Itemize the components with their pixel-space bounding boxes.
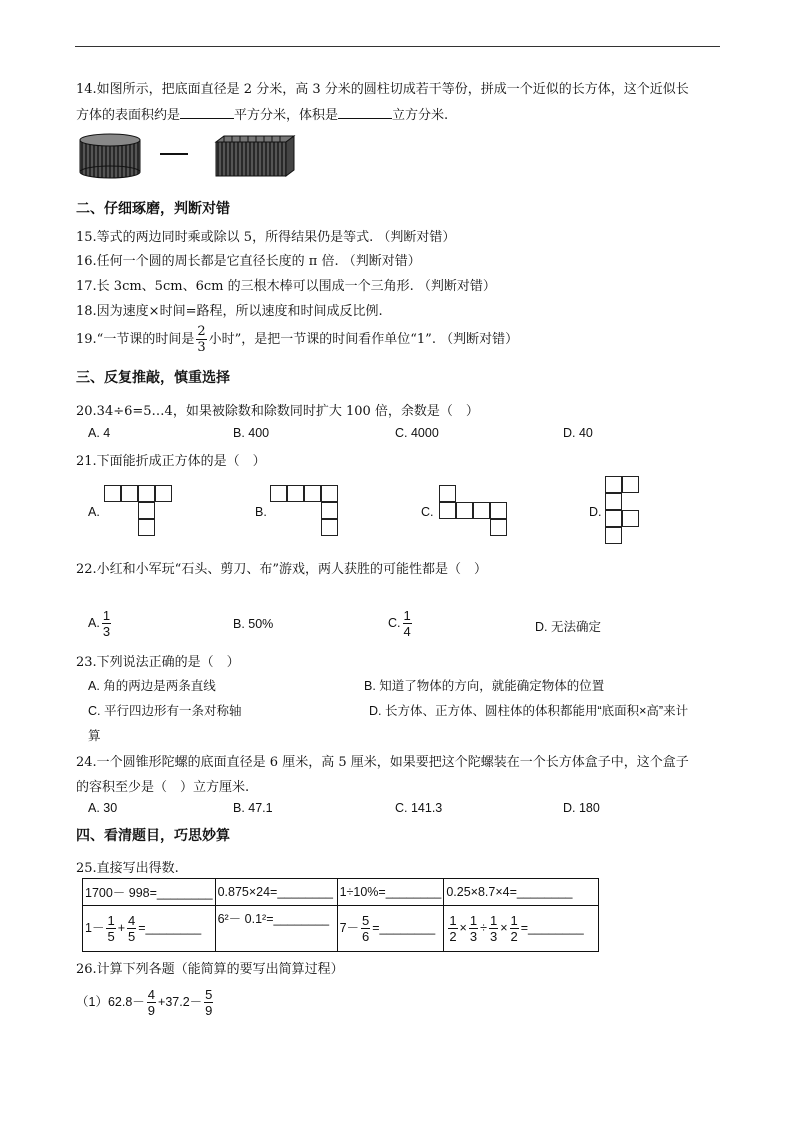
table-cell[interactable]: 1÷10%=________ (337, 879, 444, 906)
q17: 17.长 3cm、5cm、6cm 的三根木棒可以围成一个三角形. （判断对错） (76, 279, 496, 294)
fraction: $\frac{1}{4}$ (403, 608, 411, 639)
table-cell[interactable]: 0.25×8.7×4=________ (444, 879, 599, 906)
q26-item1: （1）62.8－ $\frac{4}{9}$ +37.2－ $\frac{5}{9}$ (76, 987, 213, 1018)
q20-option-b[interactable]: B. 400 (233, 426, 270, 440)
q23-option-a[interactable]: A. 角的两边是两条直线 (88, 679, 216, 693)
q24-option-b[interactable]: B. 47.1 (233, 801, 273, 815)
q24-line2: 的容积至少是（ ）立方厘米. (76, 780, 250, 795)
q23-option-c[interactable]: C. 平行四边形有一条对称轴 (88, 704, 242, 718)
q24-option-a[interactable]: A. 30 (88, 801, 118, 815)
q25-stem: 25.直接写出得数. (76, 861, 179, 876)
q24-option-d[interactable]: D. 180 (563, 801, 600, 815)
q21-option-d[interactable]: D. (589, 505, 602, 519)
table-cell[interactable]: 0.875×24=________ (215, 879, 337, 906)
fraction: $\frac{2}{3}$ (197, 324, 206, 355)
q21-option-a[interactable]: A. (88, 505, 100, 519)
table-cell[interactable]: 7－ $\frac{5}{6}$ =________ (337, 906, 444, 952)
q19: 19.“一节课的时间是 $\frac{2}{3}$ 小时”，是把一节课的时间看作单位“1”. （判断对错） (76, 324, 519, 355)
q20-option-c[interactable]: C. 4000 (395, 426, 439, 440)
q14-line1: 14.如图所示，把底面直径是 2 分米，高 3 分米的圆柱切成若干等份，拼成一个近似的长方体，这个近似长 (76, 82, 689, 97)
q23-stem: 23.下列说法正确的是（ ） (76, 655, 240, 670)
q21-option-b[interactable]: B. (255, 505, 267, 519)
table-cell[interactable]: $\frac{1}{2}$ × $\frac{1}{3}$ ÷ $\frac{1}{3}$ × $\frac{1}{2}$ =________ (444, 906, 599, 952)
q23-option-d-cont: 算 (88, 729, 101, 743)
section-title: 三、反复推敲，慎重选择 (76, 370, 230, 386)
q20-option-d[interactable]: D. 40 (563, 426, 593, 440)
table-row (83, 906, 599, 952)
q14-line2: 方体的表面积约是 平方分米，体积是 立方分米. (76, 108, 449, 123)
answer-blank[interactable] (180, 106, 234, 119)
section-title: 四、看清题目，巧思妙算 (76, 828, 230, 844)
q23-option-b[interactable]: B. 知道了物体的方向，就能确定物体的位置 (364, 679, 605, 693)
q25-calc-table (82, 878, 599, 952)
table-cell[interactable]: 6²－ 0.1²=________ (215, 906, 337, 952)
q22-stem: 22.小红和小军玩“石头、剪刀、布”游戏，两人获胜的可能性都是（ ） (76, 562, 487, 577)
q20-option-a[interactable]: A. 4 (88, 426, 111, 440)
q18: 18.因为速度×时间=路程，所以速度和时间成反比例. (76, 304, 383, 319)
table-cell[interactable]: 1700－ 998=________ (83, 879, 216, 906)
table-row (83, 879, 599, 906)
fraction: $\frac{1}{3}$ (102, 608, 111, 639)
q26-stem: 26.计算下列各题（能简算的要写出简算过程） (76, 962, 344, 977)
table-cell[interactable]: 1－ $\frac{1}{5}$ + $\frac{4}{5}$ =________ (83, 906, 216, 952)
q21-option-c[interactable]: C. (421, 505, 434, 519)
cylinder-to-cuboid-figure (76, 132, 306, 182)
q24-option-c[interactable]: C. 141.3 (395, 801, 443, 815)
cylinder-icon (80, 134, 140, 178)
q22-option-a[interactable]: A. $\frac{1}{3}$ (88, 608, 111, 639)
header-rule (75, 46, 720, 47)
section-title: 二、仔细琢磨，判断对错 (76, 201, 230, 217)
answer-blank[interactable] (338, 106, 392, 119)
q21-stem: 21.下面能折成正方体的是（ ） (76, 454, 266, 469)
q22-option-b[interactable]: B. 50% (233, 617, 274, 631)
q22-option-c[interactable]: C. $\frac{1}{4}$ (388, 608, 411, 639)
q15: 15.等式的两边同时乘或除以 5，所得结果仍是等式. （判断对错） (76, 230, 456, 245)
q24-line1: 24.一个圆锥形陀螺的底面直径是 6 厘米，高 5 厘米，如果要把这个陀螺装在一个长方体盒子中，这个盒子 (76, 755, 689, 770)
cuboid-icon (216, 136, 294, 176)
q23-option-d[interactable]: D. 长方体、正方体、圆柱体的体积都能用“底面积×高”来计 (369, 704, 689, 718)
q22-option-d[interactable]: D. 无法确定 (535, 620, 601, 634)
q16: 16.任何一个圆的周长都是它直径长度的 π 倍. （判断对错） (76, 254, 421, 269)
q20-stem: 20.34÷6=5…4，如果被除数和除数同时扩大 100 倍，余数是（ ） (76, 404, 479, 419)
